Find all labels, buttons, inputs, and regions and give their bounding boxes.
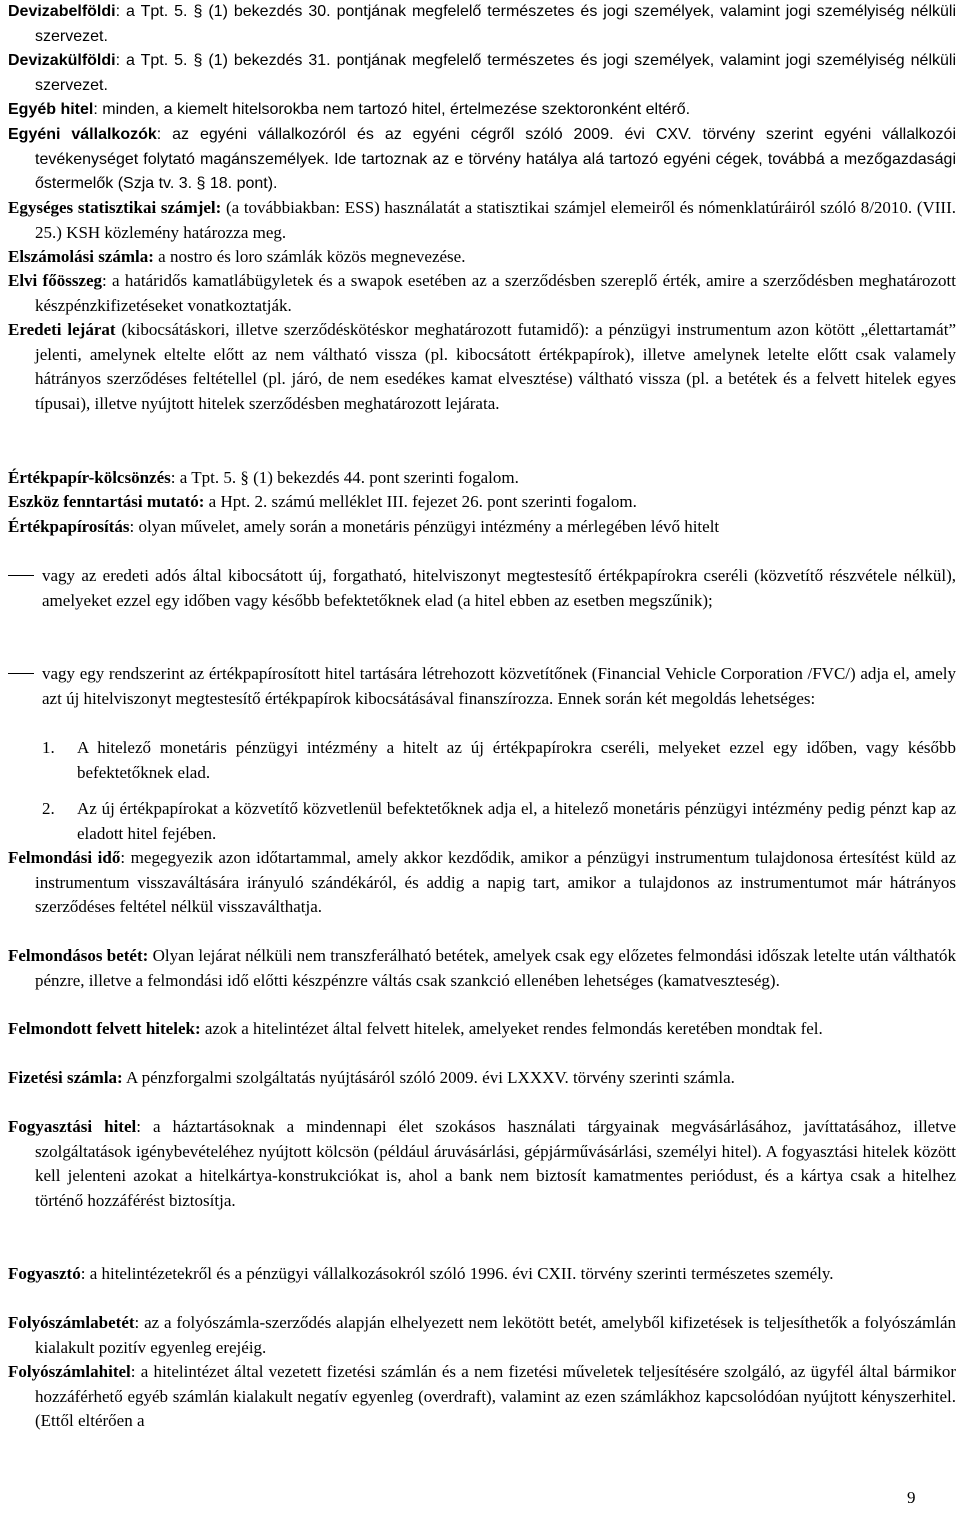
- term: Elvi főösszeg: [8, 271, 103, 290]
- term: Fogyasztó: [8, 1264, 81, 1283]
- definition: : a határidős kamatlábügyletek és a swapok esetében az a szerződésben szereplő érték, amire a szerződésben meghatározott készpénzkifizetéseket vonatkoztatják.: [35, 271, 956, 315]
- entry-egyseges-statisztikai-szamjel: [8, 196, 956, 245]
- entry-felmondasi-ido: [8, 846, 956, 920]
- numbered-item: [8, 797, 956, 846]
- entry-fizetesi-szamla: [8, 1066, 956, 1091]
- term: Értékpapír-kölcsönzés: [8, 468, 171, 487]
- entry-felmondasos-betet: [8, 944, 956, 993]
- definition: : minden, a kiemelt hitelsorokba nem tartozó hitel, értelmezése szektoronként eltérő.: [93, 101, 691, 118]
- term: Egyéb hitel: [8, 101, 94, 118]
- definition: : az a folyószámla-szerződés alapján elhelyezett nem lekötött betét, amelyből kifizetések is teljesíthetők a folyószámlán kialakult pozitív egyenleg erejéig.: [35, 1313, 956, 1357]
- term: Folyószámlabetét: [8, 1313, 135, 1332]
- term: Eredeti lejárat: [8, 320, 116, 339]
- term: Folyószámlahitel: [8, 1362, 131, 1381]
- entry-felmondott-felvett-hitelek: [8, 1017, 956, 1042]
- entry-folyoszamlabetet: [8, 1311, 956, 1360]
- term: Fogyasztási hitel: [8, 1117, 137, 1136]
- term: Devizakülföldi: [8, 52, 116, 69]
- definition: : a Tpt. 5. § (1) bekezdés 30. pontjának megfelelő természetes és jogi személyek, valamint jogi személyiség nélküli szervezet.: [35, 3, 956, 45]
- numbered-item-text: A hitelező monetáris pénzügyi intézmény a hitelt az új értékpapírokra cseréli, melyeket ezzel egy időben, vagy később befektetőknek elad.: [77, 738, 956, 782]
- entry-folyoszamlahitel: [8, 1360, 956, 1434]
- entry-fogyasztasi-hitel: [8, 1115, 956, 1213]
- definition: (a továbbiakban: ESS) használatát a statisztikai számjel elemeiről és nómenklatúráiról szóló 8/2010. (VIII. 25.) KSH közlemény határozza meg.: [35, 198, 957, 242]
- definition: azok a hitelintézet által felvett hitelek, amelyeket rendes felmondás keretében mondtak fel.: [200, 1019, 823, 1038]
- dash-bullet: [8, 575, 34, 576]
- definition: : a Tpt. 5. § (1) bekezdés 31. pontjának megfelelő természetes és jogi személyek, valamint jogi személyiség nélküli szervezet.: [35, 52, 956, 94]
- definition: : olyan művelet, amely során a monetáris pénzügyi intézmény a mérlegében lévő hitelt: [129, 517, 720, 536]
- definition: (kibocsátáskori, illetve szerződéskötéskor meghatározott futamidő): a pénzügyi instrumentum azon kötött „élettartamát” jelenti, amelynek eltelte előtt az nem váltható vissza (pl. kibocsátott értékpapírok), illetve amelynek letelte előtt csak valamely hátrányos szerződéses feltétellel (pl. járó, de nem esedékes kamat elvesztése) váltható vissza (pl. a betétek és a felvett hitelek egyes típusai), illetve nyújtott hitelek szerződésben meghatározott lejárata.: [35, 320, 956, 413]
- definition: Olyan lejárat nélküli nem transzferálható betétek, amelyek csak egy előzetes felmondási időszak letelte után válthatók pénzre, illetve a felmondási idő előtti készpénzre váltás csak szankció ellenében lehetséges (kamatveszteség).: [35, 946, 956, 990]
- term: Felmondási idő: [8, 848, 121, 867]
- entry-devizabelfoldi: [8, 0, 956, 49]
- definition: : a háztartásoknak a mindennapi élet szokásos használati tárgyainak megvásárlásához, javíttatásához, illetve szolgáltatások igénybevételéhez nyújtott kölcsön (például áruvásárlási, gépjárművásárlási, személyi hitel). A fogyasztási hitelek között kell jelenteni azokat a hitelkártya-konstrukciókat is, ahol a bank nem biztosít kamatmentes periódust, és a kártya csak a hitelhez történő hozzáférést biztosítja.: [35, 1117, 956, 1210]
- term: Értékpapírosítás: [8, 517, 130, 536]
- entry-egyeni-vallalkozok: [8, 123, 956, 197]
- entry-egyeb-hitel: [8, 98, 956, 123]
- definition: : a hitelintézetekről és a pénzügyi vállalkozásokról szóló 1996. évi CXII. törvény szerinti természetes személy.: [80, 1264, 834, 1283]
- term: Devizabelföldi: [8, 3, 116, 20]
- definition: : az egyéni vállalkozóról és az egyéni cégről szóló 2009. évi CXV. törvény szerint egyéni vállalkozói tevékenységet folytató magánszemélyek. Ide tartoznak az e törvény hatálya alá tartozó egyéni cégek, továbbá a mezőgazdasági őstermelők (Szja tv. 3. § 18. pont).: [35, 126, 956, 192]
- definition: : a Tpt. 5. § (1) bekezdés 44. pont szerinti fogalom.: [170, 468, 519, 487]
- entry-elvi-foosszeg: [8, 269, 956, 318]
- entry-ertekpapirositas: [8, 515, 956, 540]
- list-item-text: vagy egy rendszerint az értékpapírosított hitel tartására létrehozott közvetítőnek (Financial Vehicle Corporation /FVC/) adja el, amely azt új hitelviszonyt megtestesítő értékpapírok kibocsátásával finanszírozza. Ennek során két megoldás lehetséges:: [42, 664, 956, 708]
- term: Felmondott felvett hitelek:: [8, 1019, 201, 1038]
- entry-elszamolasi-szamla: [8, 245, 956, 270]
- list-item: [8, 662, 956, 711]
- term: Felmondásos betét:: [8, 946, 149, 965]
- term: Fizetési számla:: [8, 1068, 123, 1087]
- entry-eszkoz-fenntartasi-mutato: [8, 490, 956, 515]
- term: Elszámolási számla:: [8, 247, 154, 266]
- term: Egységes statisztikai számjel:: [8, 198, 222, 217]
- definition: a Hpt. 2. számú melléklet III. fejezet 26. pont szerinti fogalom.: [204, 492, 637, 511]
- item-number: 1.: [42, 738, 55, 757]
- numbered-item: [8, 736, 956, 785]
- definition: : megegyezik azon időtartammal, amely akkor kezdődik, amikor a pénzügyi instrumentum tulajdonosa értesítést küld az instrumentum visszaváltására irányuló szándékáról, és addig a napig tart, amikor a tulajdonos az instrumentumot már hátrányos szerződéses feltétel nélkül visszaválthatja.: [35, 848, 956, 916]
- item-number: 2.: [42, 799, 55, 818]
- entry-devizakulfoldi: [8, 49, 956, 98]
- list-item: [8, 564, 956, 613]
- entry-fogyaszto: [8, 1262, 956, 1287]
- numbered-item-text: Az új értékpapírokat a közvetítő közvetlenül befektetőknek adja el, a hitelező monetáris pénzügyi intézmény pedig pénzt kap az eladott hitel fejében.: [77, 799, 956, 843]
- definition: a nostro és loro számlák közös megnevezése.: [153, 247, 466, 266]
- term: Eszköz fenntartási mutató:: [8, 492, 205, 511]
- page-number: 9: [907, 1488, 916, 1507]
- definition: : a hitelintézet által vezetett fizetési számlán és a nem fizetési műveletek teljesítésére szolgáló, az ügyfél által bármikor hozzáférhető egyéb számlán kialakult negatív egyenleg (overdraft), valamint az ezen számlákhoz kapcsolódóan nyújtott kényszerhitel. (Ettől eltérően a: [35, 1362, 956, 1430]
- definition: A pénzforgalmi szolgáltatás nyújtásáról szóló 2009. évi LXXXV. törvény szerinti számla.: [122, 1068, 735, 1087]
- entry-eredeti-lejarat: [8, 318, 956, 416]
- term: Egyéni vállalkozók: [8, 126, 157, 143]
- list-item-text: vagy az eredeti adós által kibocsátott új, forgatható, hitelviszonyt megtestesítő értékpapírokra cseréli (közvetítő részvétele nélkül), amelyeket ezzel egy időben vagy később befektetőknek elad (a hitel ebben az esetben megszűnik);: [42, 566, 956, 610]
- entry-ertekpapir-kolcsonzes: [8, 466, 956, 491]
- dash-bullet: [8, 673, 34, 674]
